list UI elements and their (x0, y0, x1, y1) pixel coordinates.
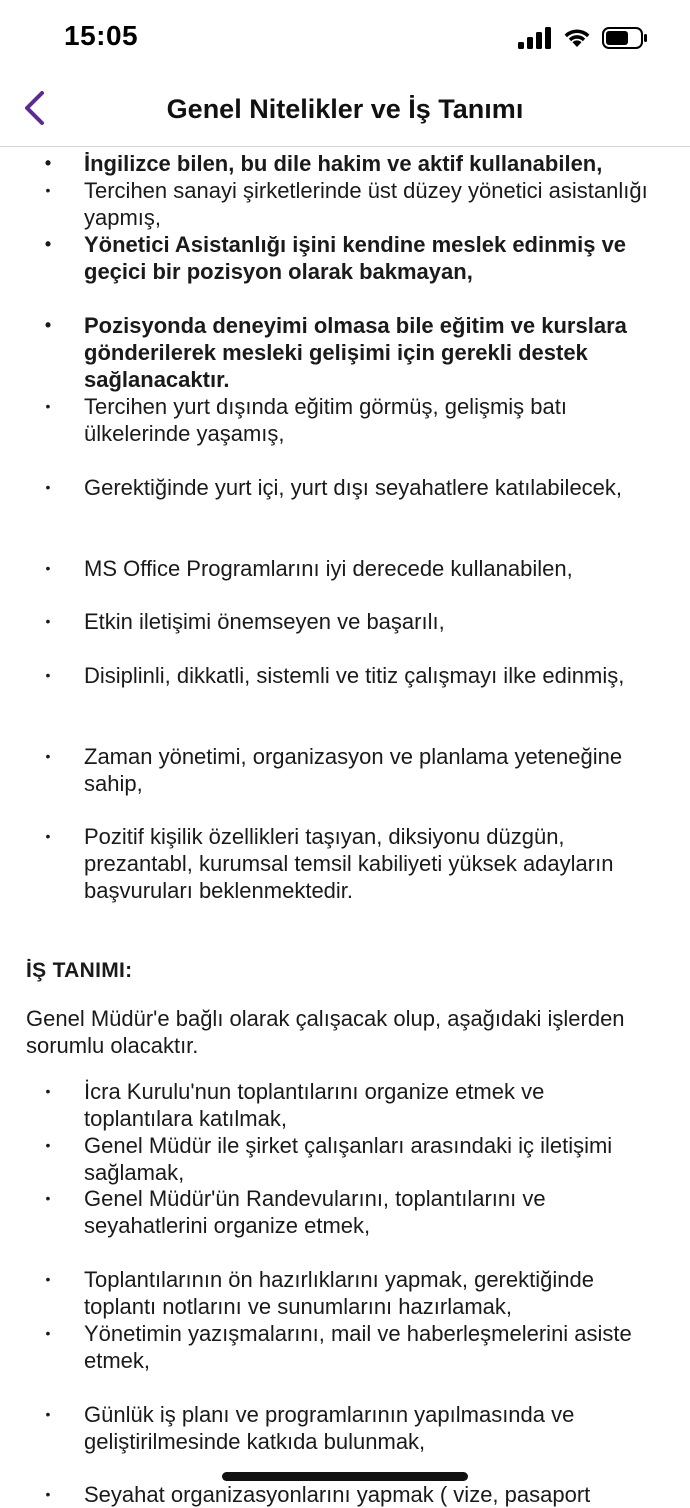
duty-item: • Genel Müdür'ün Randevularını, toplantılarını ve seyahatlerini organize etmek, (45, 1186, 546, 1238)
qualification-text: Gerektiğinde yurt içi, yurt dışı seyahatlere katılabilecek, (84, 475, 623, 500)
qualification-text: Tercihen yurt dışında eğitim görmüş, gelişmiş batı ülkelerinde yaşamış, (84, 394, 567, 446)
duty-text: Seyahat organizasyonlarını yapmak ( vize, pasaport (84, 1482, 591, 1507)
battery-icon (602, 26, 648, 55)
intro-paragraph: Genel Müdür'e bağlı olarak çalışacak olup, aşağıdaki işlerden sorumlu olacaktır. (26, 1006, 625, 1058)
section-heading: İŞ TANIMI: (26, 959, 133, 982)
qualification-item: • İngilizce bilen, bu dile hakim ve aktif kullanabilen, (44, 151, 603, 176)
duty-item: • Toplantılarının ön hazırlıklarını yapmak, gerektiğinde toplantı notlarını ve sunumlarını hazırlamak, (45, 1267, 594, 1319)
qualification-item: • Gerektiğinde yurt içi, yurt dışı seyahatlere katılabilecek, (45, 475, 623, 500)
qualification-text: Etkin iletişimi önemseyen ve başarılı, (84, 609, 445, 634)
status-time: 15:05 (64, 20, 139, 51)
status-icons (518, 26, 648, 55)
qualification-item: • Tercihen yurt dışında eğitim görmüş, gelişmiş batı ülkelerinde yaşamış, (45, 394, 567, 446)
duty-text: Genel Müdür'ün Randevularını, toplantılarını ve seyahatlerini organize etmek, (84, 1186, 546, 1238)
qualification-item: • Yönetici Asistanlığı işini kendine meslek edinmiş ve geçici bir pozisyon olarak bakmayan, (44, 232, 627, 284)
duty-item: • Yönetimin yazışmalarını, mail ve haberleşmelerini asiste etmek, (45, 1321, 632, 1373)
wifi-icon (562, 27, 592, 54)
nav-bar (0, 78, 690, 147)
qualification-item: • Disiplinli, dikkatli, sistemli ve titiz çalışmayı ilke edinmiş, (45, 663, 625, 688)
qualification-text: MS Office Programlarını iyi derecede kullanabilen, (84, 556, 573, 581)
qualification-item: • Etkin iletişimi önemseyen ve başarılı, (45, 609, 445, 634)
duty-text: İcra Kurulu'nun toplantılarını organize etmek ve toplantılara katılmak, (84, 1079, 545, 1131)
signal-icon (518, 27, 552, 54)
duty-item: • Günlük iş planı ve programlarının yapılmasında ve geliştirilmesinde katkıda bulunmak, (45, 1402, 575, 1454)
qualification-item: • Pozisyonda deneyimi olmasa bile eğitim ve kurslara gönderilerek mesleki gelişimi için gerekli destek sağlanacaktır. (44, 313, 627, 392)
page-title: Genel Nitelikler ve İş Tanımı (166, 94, 524, 124)
qualification-text: Disiplinli, dikkatli, sistemli ve titiz çalışmayı ilke edinmiş, (84, 663, 625, 688)
qualification-item: • Zaman yönetimi, organizasyon ve planlama yeteneğine sahip, (45, 744, 623, 796)
qualification-item: • MS Office Programlarını iyi derecede kullanabilen, (45, 556, 573, 581)
qualification-text: Yönetici Asistanlığı işini kendine meslek edinmiş ve geçici bir pozisyon olarak bakmayan, (84, 232, 627, 284)
qualification-item: • Pozitif kişilik özellikleri taşıyan, diksiyonu düzgün, prezantabl, kurumsal temsil kabiliyeti yüksek adayların başvuruları beklenmektedir. (45, 824, 614, 903)
home-indicator[interactable] (222, 1472, 468, 1481)
duty-text: Toplantılarının ön hazırlıklarını yapmak, gerektiğinde toplantı notlarını ve sunumlarını hazırlamak, (84, 1267, 594, 1319)
qualification-text: Tercihen sanayi şirketlerinde üst düzey yönetici asistanlığı yapmış, (84, 178, 648, 230)
qualification-text: Pozitif kişilik özellikleri taşıyan, diksiyonu düzgün, prezantabl, kurumsal temsil kabiliyeti yüksek adayların başvuruları beklenmektedir. (84, 824, 614, 903)
qualification-text: İngilizce bilen, bu dile hakim ve aktif kullanabilen, (84, 151, 603, 176)
duty-item: • Seyahat organizasyonlarını yapmak ( vize, pasaport (45, 1482, 591, 1507)
status-bar (0, 0, 690, 78)
duty-text: Genel Müdür ile şirket çalışanları arasındaki iç iletişimi sağlamak, (84, 1133, 613, 1185)
qualification-text: Zaman yönetimi, organizasyon ve planlama yeteneğine sahip, (84, 744, 623, 796)
qualification-item: • Tercihen sanayi şirketlerinde üst düzey yönetici asistanlığı yapmış, (45, 178, 648, 230)
duty-item: • İcra Kurulu'nun toplantılarını organize etmek ve toplantılara katılmak, (45, 1079, 545, 1131)
qualification-text: Pozisyonda deneyimi olmasa bile eğitim ve kurslara gönderilerek mesleki gelişimi için gerekli destek sağlanacaktır. (84, 313, 627, 392)
duty-text: Yönetimin yazışmalarını, mail ve haberleşmelerini asiste etmek, (84, 1321, 632, 1373)
duty-item: • Genel Müdür ile şirket çalışanları arasındaki iç iletişimi sağlamak, (45, 1133, 613, 1185)
duty-text: Günlük iş planı ve programlarının yapılmasında ve geliştirilmesinde katkıda bulunmak, (84, 1402, 575, 1454)
